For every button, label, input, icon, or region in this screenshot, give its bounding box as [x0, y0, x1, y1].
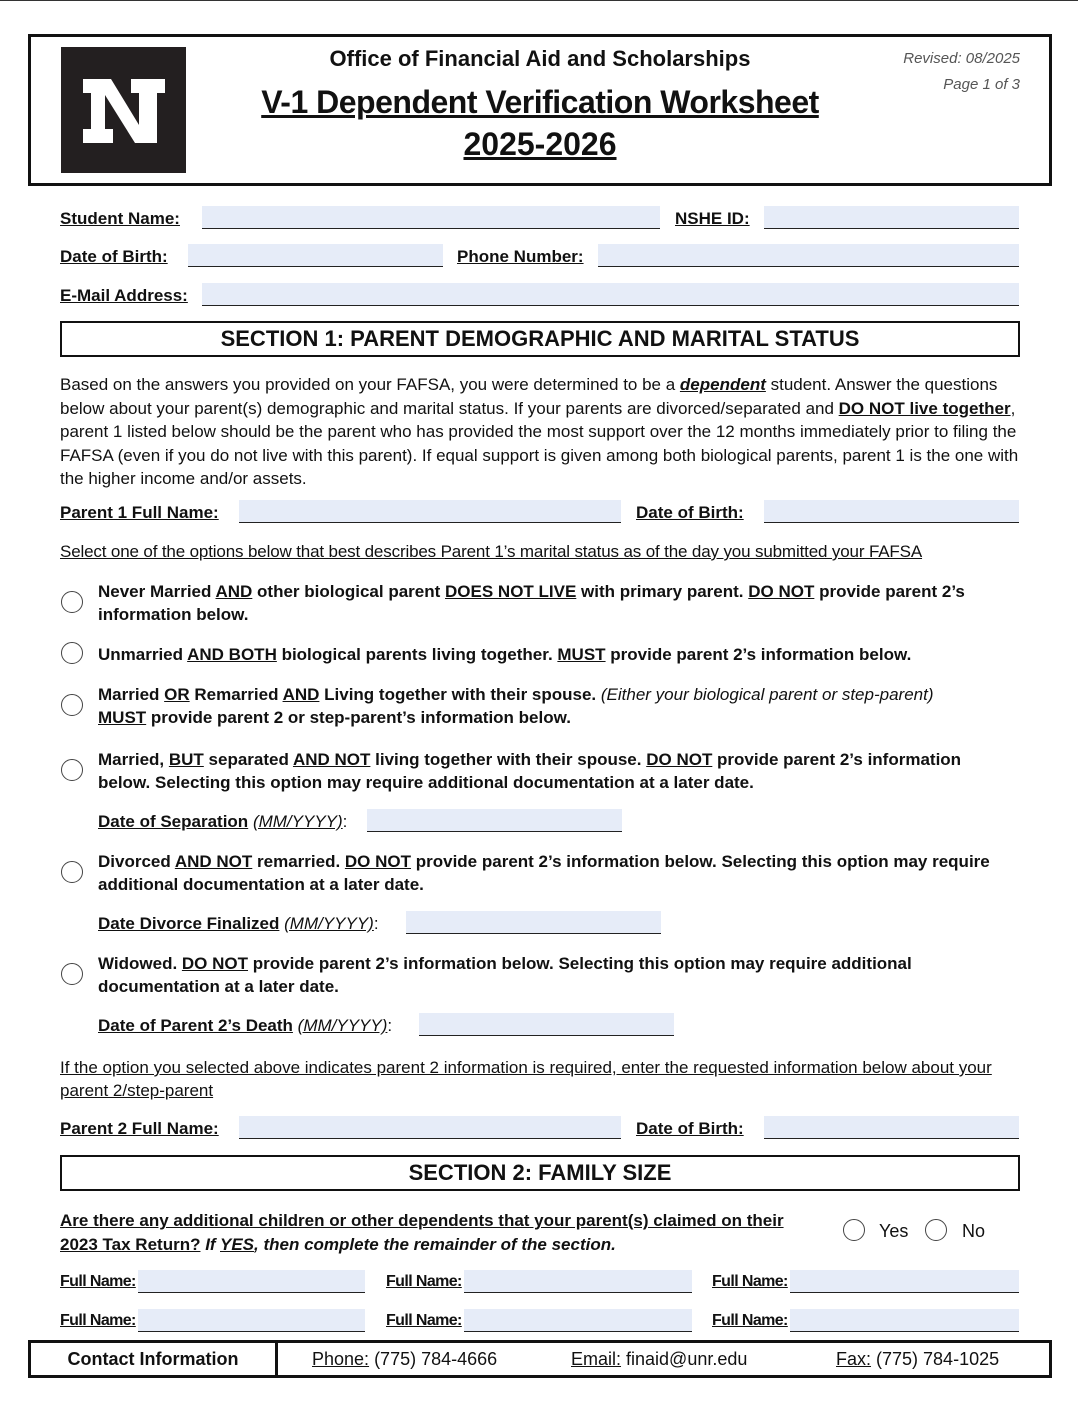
- dependent-name-field[interactable]: [790, 1270, 1019, 1293]
- no-label: No: [962, 1221, 986, 1241]
- student-name-field[interactable]: [202, 206, 660, 229]
- option-never-married: Never Married AND other biological parent DOES NOT LIVE with primary parent. DO NOT provide parent 2’s information below.: [98, 582, 965, 624]
- radio-dependents-no[interactable]: [925, 1219, 947, 1241]
- intro-text-3: , parent 1 listed below should be the parent who has provided the most support over the 12 months immediately prior to filing the FAFSA (even if you do not live with this parent). If equal support is given among both biological parents, parent 1 is the one with the higher income and/or assets.: [60, 398, 1019, 488]
- student-dob-label: Date of Birth:: [60, 247, 168, 266]
- dependent-name-field[interactable]: [138, 1270, 365, 1293]
- dependent-name-label: Full Name:: [60, 1273, 136, 1290]
- parent-2-instruction: If the option you selected above indicates parent 2 information is required, enter the requested information below about your parent 2/step-parent: [60, 1058, 992, 1100]
- marital-status-instruction: Select one of the options below that best describes Parent 1’s marital status as of the day you submitted your FAFSA: [60, 542, 923, 561]
- contact-email: Email: finaid@unr.edu: [571, 1349, 748, 1369]
- death-date-field[interactable]: [419, 1013, 674, 1036]
- question-text: Are there any additional children or other dependents that your parent(s) claimed on their 2023 Tax Return?: [60, 1211, 784, 1254]
- parent-1-dob-label: Date of Birth:: [636, 503, 744, 522]
- option-widowed: Widowed. DO NOT provide parent 2’s information below. Selecting this option may require additional documentation at a later date.: [98, 954, 912, 996]
- intro-do-not-live-together: DO NOT live together: [838, 398, 1011, 418]
- contact-title: Contact Information: [31, 1343, 278, 1375]
- phone-number-label: Phone Number:: [457, 247, 584, 266]
- nshe-id-field[interactable]: [764, 206, 1019, 229]
- separation-date-label: Date of Separation (MM/YYYY):: [98, 812, 348, 831]
- radio-dependents-yes[interactable]: [843, 1219, 865, 1241]
- dependents-question: Are there any additional children or other dependents that your parent(s) claimed on their 2023 Tax Return? If YES, then complete the remainder of the section.: [60, 1211, 784, 1254]
- radio-never-married[interactable]: [61, 591, 83, 613]
- parent-1-dob-field[interactable]: [764, 500, 1019, 523]
- contact-fax: Fax: (775) 784-1025: [836, 1349, 1000, 1369]
- email-label: E-Mail Address:: [60, 286, 188, 305]
- university-logo: [61, 47, 186, 173]
- divorce-date-label: Date Divorce Finalized (MM/YYYY):: [98, 914, 379, 933]
- radio-widowed[interactable]: [61, 963, 83, 985]
- dependent-name-field[interactable]: [790, 1309, 1019, 1332]
- intro-text-2: student. Answer the questions below about your parent(s) demographic and marital status. If your parents are divorced/separated and: [60, 375, 998, 418]
- dependent-name-field[interactable]: [464, 1270, 692, 1293]
- email-field[interactable]: [202, 283, 1019, 306]
- parent-2-name-field[interactable]: [239, 1116, 621, 1139]
- dependent-name-label: Full Name:: [386, 1273, 462, 1290]
- intro-dependent: dependent: [679, 375, 766, 394]
- radio-married[interactable]: [61, 694, 83, 716]
- student-dob-field[interactable]: [188, 244, 443, 267]
- parent-1-name-label: Parent 1 Full Name:: [60, 503, 219, 522]
- nshe-id-label: NSHE ID:: [675, 209, 750, 228]
- parent-1-name-field[interactable]: [239, 500, 621, 523]
- office-name: Office of Financial Aid and Scholarships: [329, 46, 751, 71]
- radio-separated[interactable]: [61, 759, 83, 781]
- section-1-heading: SECTION 1: PARENT DEMOGRAPHIC AND MARITAL STATUS: [60, 321, 1020, 357]
- logo-n-icon: [61, 47, 186, 173]
- option-unmarried-together: Unmarried AND BOTH biological parents living together. MUST provide parent 2’s information below.: [98, 645, 912, 664]
- contact-footer: [28, 1340, 1052, 1378]
- dependent-name-label: Full Name:: [712, 1273, 788, 1290]
- intro-text-1: Based on the answers you provided on your FAFSA, you were determined to be a: [60, 375, 680, 394]
- phone-number-field[interactable]: [598, 244, 1019, 267]
- yes-label: Yes: [879, 1221, 909, 1241]
- page-number: Page 1 of 3: [943, 76, 1020, 93]
- option-married: Married OR Remarried AND Living together with their spouse. (Either your biological parent or step-parent) MUST provide parent 2 or step-parent’s information below.: [98, 685, 934, 727]
- section-1-intro: [60, 373, 1022, 491]
- section-2-heading: SECTION 2: FAMILY SIZE: [60, 1155, 1020, 1191]
- page-title: V-1 Dependent Verification Worksheet: [261, 84, 819, 120]
- option-separated: Married, BUT separated AND NOT living together with their spouse. DO NOT provide parent 2’s information below. Selecting this option may require additional documentation at a later date.: [98, 750, 962, 792]
- parent-2-name-label: Parent 2 Full Name:: [60, 1119, 219, 1138]
- radio-divorced[interactable]: [61, 861, 83, 883]
- parent-2-dob-label: Date of Birth:: [636, 1119, 744, 1138]
- contact-phone: Phone: (775) 784-4666: [312, 1349, 498, 1369]
- dependent-name-field[interactable]: [138, 1309, 365, 1332]
- death-date-label: Date of Parent 2’s Death (MM/YYYY):: [98, 1016, 393, 1035]
- radio-unmarried-together[interactable]: [61, 642, 83, 664]
- dependent-name-label: Full Name:: [386, 1312, 462, 1329]
- dependent-name-label: Full Name:: [60, 1312, 136, 1329]
- divorce-date-field[interactable]: [406, 911, 661, 934]
- parent-2-dob-field[interactable]: [764, 1116, 1019, 1139]
- student-name-label: Student Name:: [60, 209, 180, 228]
- separation-date-field[interactable]: [367, 809, 622, 832]
- option-divorced: Divorced AND NOT remarried. DO NOT provide parent 2’s information below. Selecting this option may require additional documentation at a later date.: [98, 852, 990, 894]
- dependent-name-field[interactable]: [464, 1309, 692, 1332]
- dependent-name-label: Full Name:: [712, 1312, 788, 1329]
- revised-date: Revised: 08/2025: [903, 50, 1020, 67]
- academic-year: 2025-2026: [463, 126, 617, 162]
